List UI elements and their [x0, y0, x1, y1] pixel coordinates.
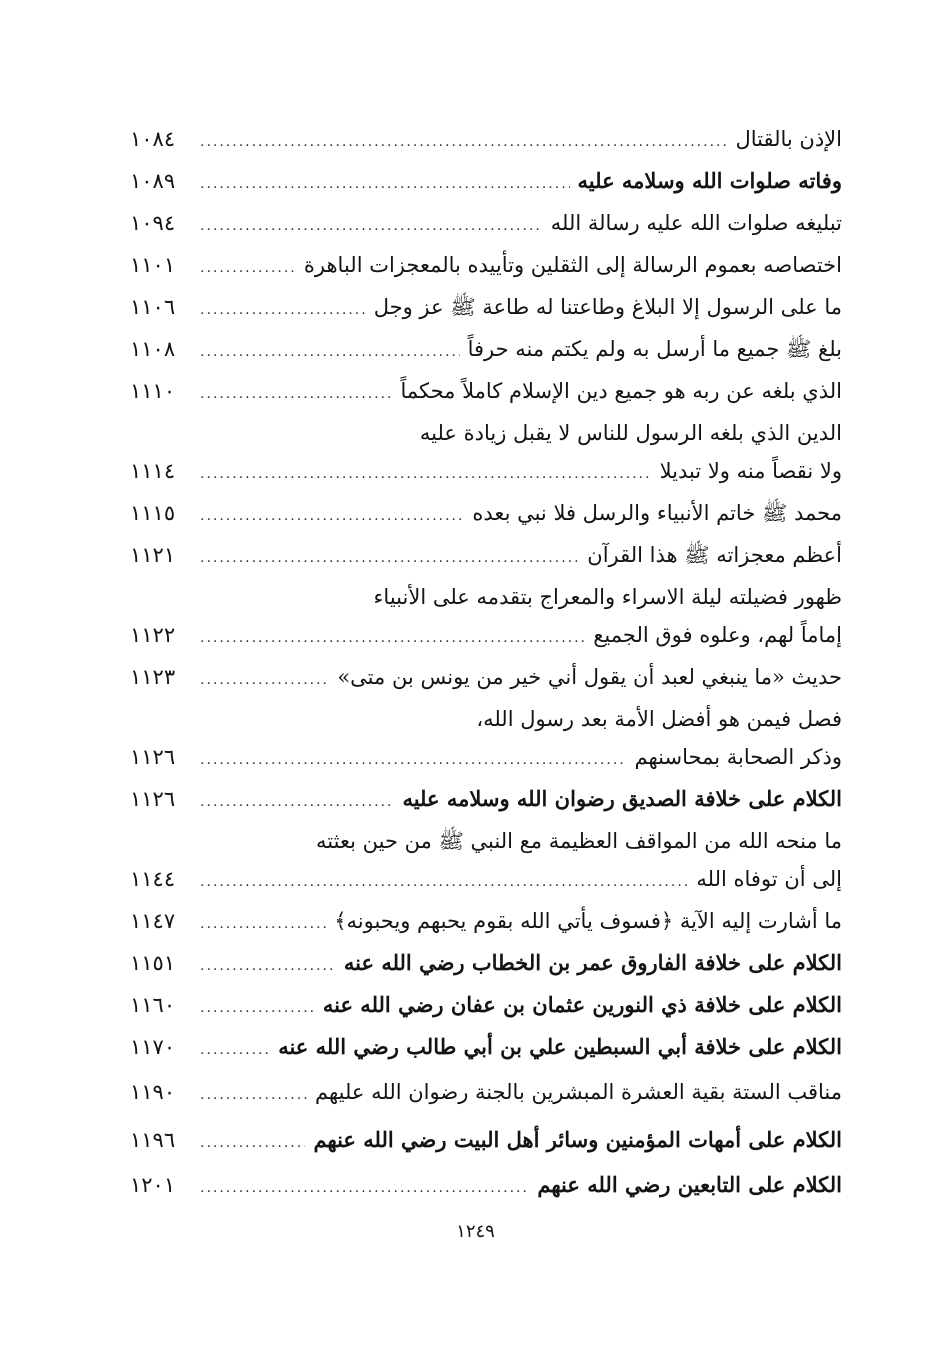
toc-entry [130, 1026, 842, 1068]
toc-entry-title: إلى أن توفاه الله [696, 867, 842, 891]
toc-entry-page: ١١٠٨ [130, 337, 176, 361]
toc-entry [130, 778, 842, 820]
toc-entry-page: ١١٤٧ [130, 909, 176, 933]
toc-entry-title: ما أشارت إليه الآية ﴿فسوف يأتي الله بقوم يحبهم ويحبونه﴾ [334, 909, 842, 933]
toc-entry [130, 202, 842, 244]
toc-entry-title: ما على الرسول إلا البلاغ وطاعتنا له طاعة ﷺ عز وجل [373, 295, 842, 319]
toc-entry [130, 656, 842, 698]
toc-entry-title: ما منحه الله من المواقف العظيمة مع النبي ﷺ من حين بعثته [316, 829, 842, 853]
toc-entry-title: ظهور فضيلته ليلة الاسراء والمعراج بتقدمه على الأنبياء [373, 585, 842, 609]
toc-entry-title: أعظم معجزاته ﷺ هذا القرآن [587, 543, 842, 567]
dot-leader [200, 903, 326, 945]
toc-entry-title: الدين الذي بلغه الرسول للناس لا يقبل زيادة عليه [419, 421, 842, 445]
dot-leader [200, 1029, 270, 1071]
dot-leader [200, 861, 688, 903]
dot-leader [200, 1167, 529, 1209]
toc-entry-page: ١١٩٦ [130, 1128, 176, 1152]
toc-entry-page: ١١٠٦ [130, 295, 176, 319]
toc-entry [130, 534, 842, 576]
toc-entry-title: محمد ﷺ خاتم الأنبياء والرسل فلا نبي بعده [472, 501, 842, 525]
toc-entry-title: ولا نقصاً منه ولا تبديلا [659, 459, 842, 483]
dot-leader [200, 495, 464, 537]
toc-entry-title: حديث «ما ينبغي لعبد أن يقول أني خير من يونس بن متى» [337, 665, 842, 689]
dot-leader [200, 247, 296, 289]
toc-entry [130, 820, 842, 862]
toc-entry [130, 942, 842, 984]
dot-leader [200, 453, 652, 495]
toc-entry-title: الكلام على أمهات المؤمنين وسائر أهل البيت رضي الله عنهم [313, 1127, 842, 1152]
toc-entry-title: اختصاصه بعموم الرسالة إلى الثقلين وتأييده بالمعجزات الباهرة [303, 253, 842, 277]
toc-entry-page: ١٠٨٩ [130, 169, 176, 193]
dot-leader [200, 537, 579, 579]
toc-entry [130, 984, 842, 1026]
dot-leader [200, 945, 336, 987]
toc-entry-page: ١١١٠ [130, 379, 176, 403]
dot-leader [200, 1071, 307, 1119]
toc-entry-page: ١٠٨٤ [130, 127, 176, 151]
toc-entry-title: الكلام على خلافة ذي النورين عثمان بن عفان رضي الله عنه [322, 992, 842, 1017]
toc-entry-title: الكلام على خلافة الفاروق عمر بن الخطاب رضي الله عنه [343, 950, 842, 975]
dot-leader [200, 121, 727, 163]
toc-entry-page: ١٠٩٤ [130, 211, 176, 235]
toc-entry-title: بلغ ﷺ جميع ما أرسل به ولم يكتم منه حرفاً [467, 337, 842, 361]
dot-leader [200, 373, 392, 415]
toc-entry-title: الإذن بالقتال [735, 127, 842, 151]
page-number: ١٢٤٩ [456, 1221, 495, 1242]
toc-entry [130, 450, 842, 492]
dot-leader [200, 289, 366, 331]
dot-leader [200, 987, 315, 1029]
toc-entry-title: مناقب الستة بقية العشرة المبشرين بالجنة رضوان الله عليهم [314, 1080, 842, 1104]
toc-entry-page: ١١٥١ [130, 951, 176, 975]
toc-entry [130, 1068, 842, 1116]
toc-entry [130, 1116, 842, 1164]
toc-entry-page: ١١٢٢ [130, 623, 176, 647]
toc-entry [130, 328, 842, 370]
toc-entry [130, 412, 842, 454]
toc-entry-page: ١١١٤ [130, 459, 176, 483]
toc-entry-title: الكلام على خلافة أبي السبطين علي بن أبي طالب رضي الله عنه [278, 1034, 842, 1059]
toc-entry [130, 576, 842, 618]
dot-leader [200, 617, 585, 659]
toc-entry-title: الكلام على التابعين رضي الله عنهم [537, 1172, 842, 1197]
toc-entry-title: وفاته صلوات الله وسلامه عليه [577, 168, 842, 193]
toc-entry-title: الذي بلغه عن ربه هو جميع دين الإسلام كاملاً محكماً [400, 379, 842, 403]
toc-entry-title: الكلام على خلافة الصديق رضوان الله وسلامه عليه [402, 786, 842, 811]
dot-leader [200, 659, 329, 701]
toc-entry [130, 900, 842, 942]
dot-leader [200, 163, 570, 205]
dot-leader [200, 205, 543, 247]
toc-entry-page: ١١٢١ [130, 543, 176, 567]
toc-entry [130, 286, 842, 328]
toc-entry-page: ١١٧٠ [130, 1035, 176, 1059]
toc-entry [130, 858, 842, 900]
toc-entry-page: ١١٢٦ [130, 745, 176, 769]
toc-entry [130, 244, 842, 286]
dot-leader [200, 739, 627, 781]
toc-entry-page: ١١٩٠ [130, 1080, 176, 1104]
dot-leader [200, 331, 460, 373]
toc-entry [130, 118, 842, 160]
toc-entry [130, 160, 842, 202]
toc-entry-title: إماماً لهم، وعلوه فوق الجميع [593, 623, 842, 647]
dot-leader [200, 781, 394, 823]
toc-entry-title: تبليغه صلوات الله عليه رسالة الله [550, 211, 842, 235]
toc-entry [130, 1164, 842, 1206]
toc-entry-page: ١١٠١ [130, 253, 176, 277]
toc-entry-page: ١١٢٣ [130, 665, 176, 689]
toc-entry-page: ١١٢٦ [130, 787, 176, 811]
toc-entry [130, 614, 842, 656]
toc-entry-page: ١١١٥ [130, 501, 176, 525]
toc-entry [130, 698, 842, 740]
toc-entry-page: ١١٤٤ [130, 867, 176, 891]
toc-entry-title: فصل فيمن هو أفضل الأمة بعد رسول الله، [476, 707, 842, 731]
toc-entry-page: ١٢٠١ [130, 1173, 176, 1197]
toc-entry-title: وذكر الصحابة بمحاسنهم [634, 745, 842, 769]
toc-entry [130, 736, 842, 778]
table-of-contents [130, 118, 842, 1206]
dot-leader [200, 1119, 305, 1167]
toc-entry [130, 492, 842, 534]
toc-entry [130, 370, 842, 412]
toc-entry-page: ١١٦٠ [130, 993, 176, 1017]
